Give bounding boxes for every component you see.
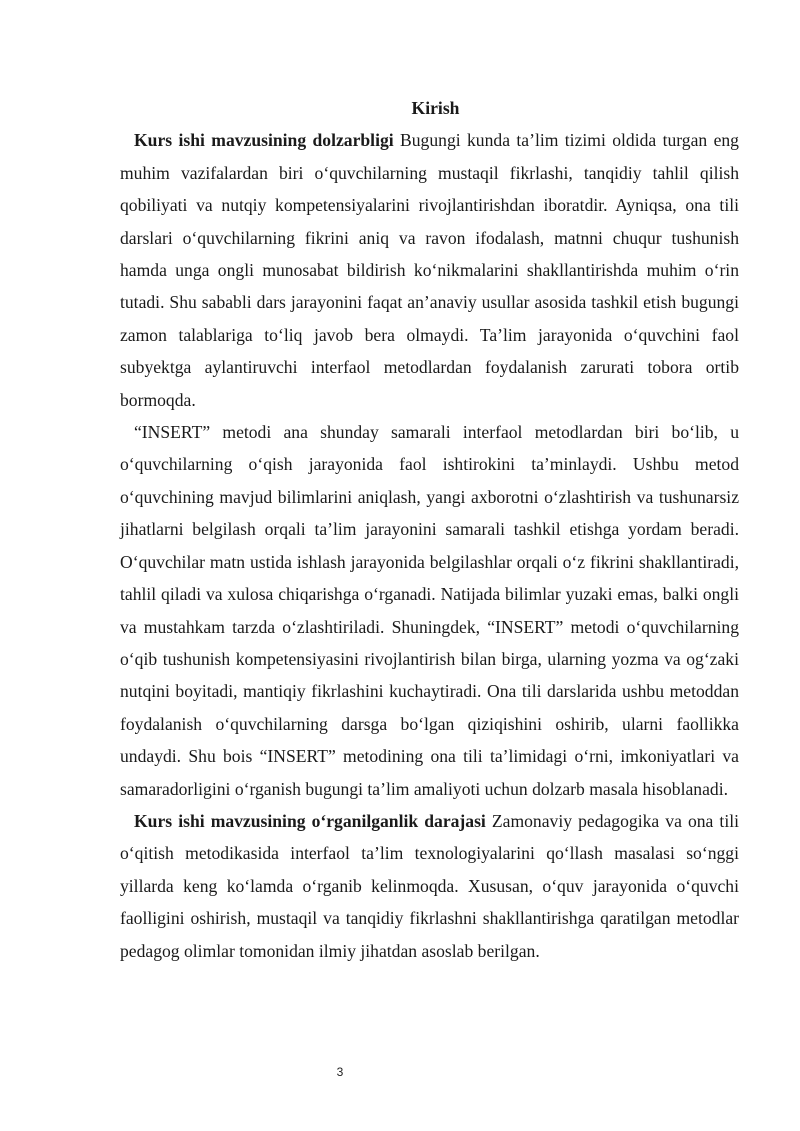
paragraph-lead: Kurs ishi mavzusining dolzarbligi [134,130,394,151]
paragraph-text: “INSERT” metodi ana shunday samarali interfaol metodlardan biri bo‘lib, u o‘quvchilarning o‘qish jarayonida faol ishtirokini ta’minlaydi. Ushbu metod o‘quvchining mavjud bilimlarini aniqlash, yangi axborotni o‘zlashtirish va tushunarsiz jihatlarni belgilash orqali ta’lim jarayonini samarali tashkil etishga yordam beradi. O‘quvchilar matn ustida ishlash jarayonida belgilashlar orqali o‘z fikrini shakllantiradi, tahlil qiladi va xulosa chiqarishga o‘rganadi. Natijada bilimlar yuzaki emas, balki ongli va mustahkam tarzda o‘zlashtiriladi. Shuningdek, “INSERT” metodi o‘quvchilarning o‘qib tushunish kompetensiyasini rivojlantirish bilan birga, ularning yozma va og‘zaki nutqini boyitadi, mantiqiy fikrlashini kuchaytiradi. Ona tili darslarida ushbu metoddan foydalanish o‘quvchilarning darsga bo‘lgan qiziqishini oshirib, ularni faollikka undaydi. Shu bois “INSERT” metodining ona tili ta’limidagi o‘rni, imkoniyatlari va samaradorligini o‘rganish bugungi ta’lim amaliyoti uchun dolzarb masala hisoblanadi. [120,422,739,799]
paragraph-study-level [120,805,739,967]
document-body [120,92,739,967]
paragraph-insert-method [120,416,739,805]
paragraph-text: Zamonaviy pedagogika va ona tili o‘qitish metodikasida interfaol ta’lim texnologiyalarini qo‘llash masalasi so‘nggi yillarda keng ko‘lamda o‘rganib kelinmoqda. Xususan, o‘quv jarayonida o‘quvchi faolligini oshirish, mustaqil va tanqidiy fikrlashni shakllantirishga qaratilgan metodlar pedagog olimlar tomonidan ilmiy jihatdan asoslab berilgan. [120,810,739,961]
paragraph-lead: Kurs ishi mavzusining o‘rganilganlik darajasi [134,810,486,831]
section-heading: Kirish [411,98,460,118]
page-number: 3 [336,1065,344,1079]
paragraph-text: Bugungi kunda ta’lim tizimi oldida turgan eng muhim vazifalardan biri o‘quvchilarning mustaqil fikrlashi, tanqidiy tahlil qilish qobiliyati va nutqiy kompetensiyalarini rivojlantirishdan iboratdir. Ayniqsa, ona tili darslari o‘quvchilarning fikrini aniq va ravon ifodalash, matnni chuqur tushunish hamda unga ongli munosabat bildirish ko‘nikmalarini shakllantirishda muhim o‘rin tutadi. Shu sababli dars jarayonini faqat an’anaviy usullar asosida tashkil etish bugungi zamon talablariga to‘liq javob bera olmaydi. Ta’lim jarayonida o‘quvchini faol subyektga aylantiruvchi interfaol metodlardan foydalanish zarurati tobora ortib bormoqda. [120,130,739,410]
paragraph-relevance [120,124,739,416]
